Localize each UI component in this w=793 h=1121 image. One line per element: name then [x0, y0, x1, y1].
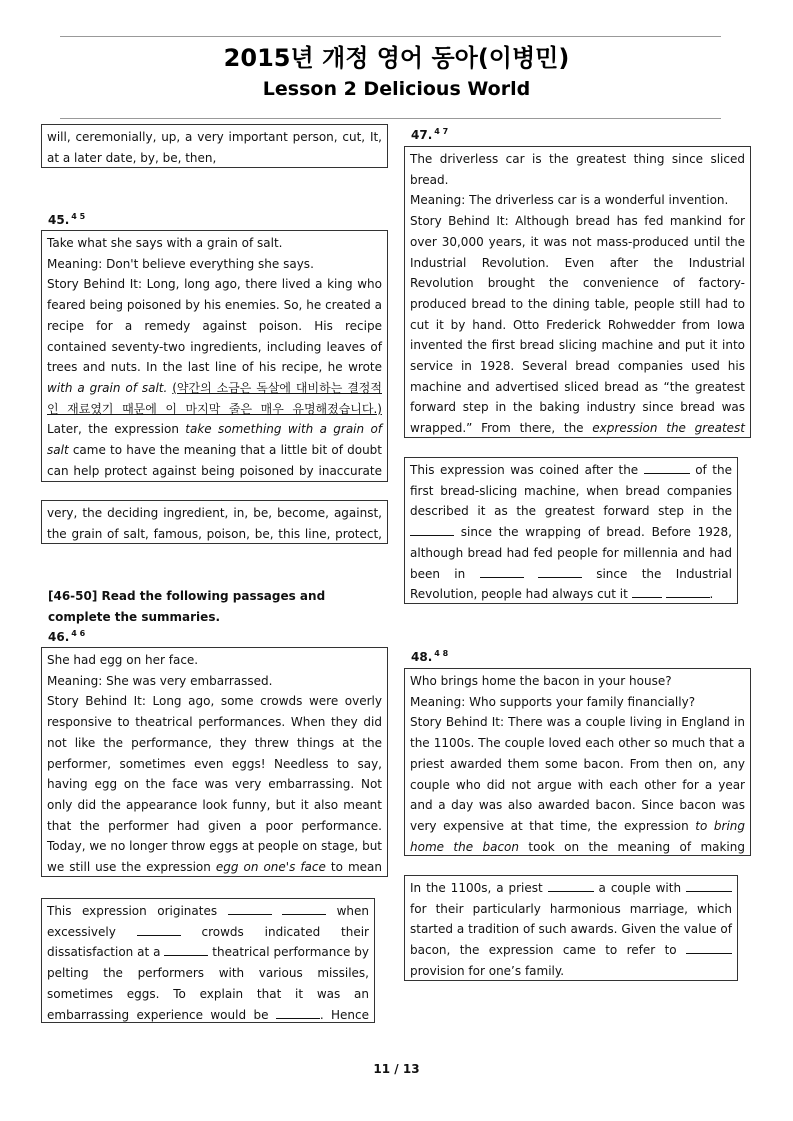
page-title: 2015년 개정 영어 동아(이병민) — [223, 44, 570, 72]
header-top-rule — [60, 36, 721, 37]
page-number: 11 / 13 — [373, 1062, 420, 1076]
passage-46 — [41, 647, 388, 877]
summary-46-text: This expression originates when excessively crowds indicated their dissatisfaction at a theatrical performance by pelting the performers with various missiles, sometimes eggs. To explain that it was an embarrassing experience would be . Hence — [47, 904, 370, 1022]
summary-48-text: In the 1100s, a priest a couple with for their particularly harmonious marriage, which started a tradition of such awards. Given the value of bacon, the expression came to refer to provision for one’s family. — [410, 881, 732, 978]
summary-47 — [404, 457, 738, 604]
passage-45-expression: Take what she says with a grain of salt. — [47, 236, 283, 250]
question-46-label: 46. $^{4 6}$ — [48, 629, 86, 644]
word-box-45 — [41, 500, 388, 544]
passage-47 — [404, 146, 751, 438]
header-bottom-rule — [60, 118, 721, 119]
word-list-45: very, the deciding ingredient, in, be, become, against, the grain of salt, famous, poison, be, this line, protect, — [47, 506, 382, 541]
passage-48-meaning: Meaning: Who supports your family financially? — [410, 694, 696, 709]
instructions-46-50: [46-50] Read the following passages and complete the summaries. — [48, 589, 326, 624]
passage-46-meaning: Meaning: She was very embarrassed. — [47, 673, 273, 688]
blank-47-3[interactable] — [480, 566, 524, 578]
passage-45-meaning: Meaning: Don't believe everything she says. — [47, 256, 314, 271]
blank-46-3[interactable] — [137, 924, 181, 936]
blank-47-6[interactable] — [666, 586, 710, 598]
blank-48-2[interactable] — [686, 880, 732, 892]
blank-46-2[interactable] — [282, 903, 326, 915]
word-box-44 — [41, 124, 388, 168]
blank-47-2[interactable] — [410, 524, 454, 536]
summary-47-text: This expression was coined after the of the first bread-slicing machine, when bread companies described it as the greatest forward step in the since the wrapping of bread. Before 1928, although bread had fed people for millennia and had been in since the Industrial Revolution, people had always cut it . — [410, 463, 732, 602]
passage-48-story: Story Behind It: There was a couple living in England in the 1100s. The couple loved each other so much that a priest awarded them some bacon. From then on, any couple who did not argue with each other for a year and a day was also awarded bacon. Since bacon was very expensive at that time, the expression to bring home the bacon took on the meaning of making — [410, 715, 745, 854]
blank-47-4[interactable] — [538, 566, 582, 578]
word-list-44: will, ceremonially, up, a very important person, cut, It, at a later date, by, be, then, — [47, 130, 382, 165]
question-45-label: 45. $^{4 5}$ — [48, 212, 86, 227]
passage-48-expression: Who brings home the bacon in your house? — [410, 674, 672, 688]
lesson-subtitle: Lesson 2 Delicious World — [262, 78, 531, 100]
blank-48-1[interactable] — [548, 880, 594, 892]
blank-46-1[interactable] — [228, 903, 272, 915]
passage-47-story: Story Behind It: Although bread has fed mankind for over 30,000 years, it was not mass-produced until the Industrial Revolution. Even after the Industrial Revolution brought the convenience of factory-produced bread to the dining table, people still had to cut it by hand. Otto Frederick Rohwedder from Iowa invented the first bread slicing machine and put it into service in 1928. Several bread companies used his machine and advertised sliced bread as “the greatest forward step in the baking industry since bread was wrapped.” From there, the expression the greatest — [410, 214, 745, 436]
passage-45 — [41, 230, 388, 482]
blank-48-3[interactable] — [686, 942, 732, 954]
question-47-label: 47. $^{4 7}$ — [411, 127, 449, 142]
passage-47-expression: The driverless car is the greatest thing since sliced bread. — [410, 152, 745, 187]
blank-47-1[interactable] — [644, 462, 690, 474]
blank-46-4[interactable] — [164, 944, 208, 956]
passage-45-story: Story Behind It: Long, long ago, there lived a king who feared being poisoned by his enemies. So, he created a recipe for a remedy against poison. His recipe contained seventy-two ingredients, including leaves of trees and nuts. In the last line of his recipe, he wrote with a grain of salt. (약간의 소금은 독살에 대비하는 결정적인 재료였기 때문에 이 마지막 줄은 매우 유명해졌습니다.) Later, the expression take something with a grain of salt came to have the meaning that a little bit of doubt can help protect against being poisoned by inaccurate — [47, 277, 383, 478]
passage-46-expression: She had egg on her face. — [47, 653, 199, 667]
blank-47-5[interactable] — [632, 586, 662, 598]
summary-48 — [404, 875, 738, 981]
blank-46-5[interactable] — [276, 1007, 320, 1019]
summary-46 — [41, 898, 375, 1023]
question-48-label: 48. $^{4 8}$ — [411, 649, 449, 664]
passage-48 — [404, 668, 751, 856]
passage-46-story: Story Behind It: Long ago, some crowds were overly responsive to theatrical performances. When they did not like the performance, they threw things at the performer, sometimes even eggs! Needless to say, having egg on the face was very embarrassing. Not only did the appearance look funny, but it also meant that the performer had given a poor performance. Today, we no longer throw eggs at people on stage, but we still use the expression egg on one's face to mean — [47, 694, 382, 875]
passage-47-meaning: Meaning: The driverless car is a wonderful invention. — [410, 193, 729, 208]
